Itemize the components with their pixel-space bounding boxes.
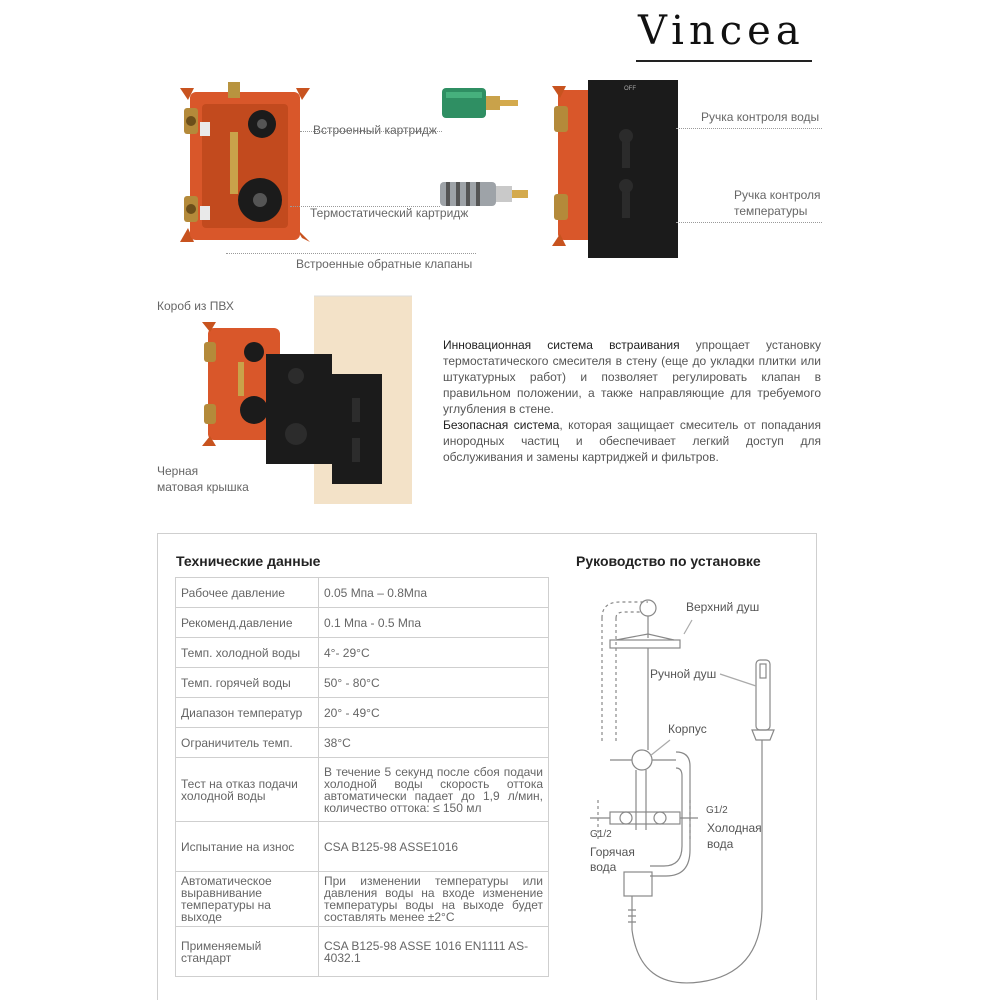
callout-black-cover-line1: Черная: [157, 464, 199, 478]
callout-line-temp-handle: [676, 222, 822, 223]
guide-top-shower: Верхний душ: [686, 600, 760, 614]
spec-key: Испытание на износ: [176, 822, 319, 872]
brand-logo: Vincea: [638, 8, 805, 54]
guide-cold-line1: Холодная: [707, 821, 762, 835]
spec-value: В течение 5 секунд после сбоя подачи холодной воды скорость оттока автоматически падает до 1,9 л/мин, количество оттока: ≤ 150 мл: [319, 758, 549, 822]
guide-g-right: G1/2: [706, 805, 728, 816]
brand-underline: [636, 60, 812, 62]
table-row: [176, 822, 549, 872]
callout-thermo-cartridge: Термостатический картридж: [310, 206, 469, 220]
table-row: [176, 638, 549, 668]
cover-box-illustration: [552, 78, 682, 260]
spec-value: 38°C: [319, 728, 549, 758]
spec-key: Ограничитель темп.: [176, 728, 319, 758]
spec-value: CSA B125-98 ASSE 1016 EN1111 AS-4032.1: [319, 927, 549, 977]
guide-hot-line1: Горячая: [590, 845, 635, 859]
spec-key: Автоматическое выравнивание температуры на выходе: [176, 872, 319, 927]
callout-black-cover-line2: матовая крышка: [157, 480, 249, 494]
description: [443, 337, 821, 465]
spec-value: 0.1 Мпа - 0.5 Мпа: [319, 608, 549, 638]
spec-key: Тест на отказ подачи холодной воды: [176, 758, 319, 822]
spec-value: 20° - 49°C: [319, 698, 549, 728]
table-row: [176, 668, 549, 698]
spec-key: Применяемый стандарт: [176, 927, 319, 977]
description-p2-bold: Безопасная система: [443, 418, 560, 432]
guide-g-left: G1/2: [590, 829, 612, 840]
guide-body: Корпус: [668, 722, 707, 736]
callout-check-valves: Встроенные обратные клапаны: [296, 257, 473, 271]
callout-line-water-handle: [676, 128, 822, 129]
spec-key: Рекоменд.давление: [176, 608, 319, 638]
spec-value: 4°- 29°C: [319, 638, 549, 668]
table-row: [176, 698, 549, 728]
description-p1: упрощает установку термостатического смесителя в стену (еще до укладки плитки или штукатурных работ) и позволяет регулировать клапан в правильном положении, а также направляющие для требуемого углубления в стене.: [443, 338, 821, 416]
callout-temp-handle-line2: температуры: [734, 204, 808, 218]
callout-pvc-box: Короб из ПВХ: [157, 299, 234, 313]
table-row: [176, 758, 549, 822]
specs-table: [175, 577, 549, 977]
specs-title: Технические данные: [176, 553, 321, 569]
description-p1-bold: Инновационная система встраивания: [443, 338, 680, 352]
spec-key: Рабочее давление: [176, 578, 319, 608]
spec-value: При изменении температуры или давления воды на входе изменение температуры воды на выходе будет составлять менее ±2°C: [319, 872, 549, 927]
table-row: [176, 608, 549, 638]
callout-cartridge: Встроенный картридж: [313, 123, 437, 137]
callout-water-handle: Ручка контроля воды: [701, 110, 820, 124]
table-row: [176, 927, 549, 977]
spec-key: Темп. горячей воды: [176, 668, 319, 698]
off-label: OFF: [624, 86, 636, 92]
guide-hot-line2: вода: [590, 860, 617, 874]
guide-title: Руководство по установке: [576, 553, 761, 569]
guide-cold-line2: вода: [707, 837, 734, 851]
table-row: [176, 872, 549, 927]
valve-box-illustration: [180, 78, 310, 250]
description-p2: , которая защищает смеситель от попадания инородных частиц и обеспечивает легкий доступ для обслуживания и замены картриджей и фильтров.: [443, 418, 821, 464]
guide-hand-shower: Ручной душ: [650, 667, 717, 681]
table-row: [176, 578, 549, 608]
spec-key: Темп. холодной воды: [176, 638, 319, 668]
callout-temp-handle-line1: Ручка контроля: [734, 188, 821, 202]
spec-key: Диапазон температур: [176, 698, 319, 728]
installation-diagram: [580, 590, 800, 1000]
spec-value: CSA B125-98 ASSE1016: [319, 822, 549, 872]
installed-box-illustration: [196, 292, 416, 508]
spec-value: 0.05 Мпа – 0.8Мпа: [319, 578, 549, 608]
cartridge-icon: [440, 82, 520, 124]
table-row: [176, 728, 549, 758]
callout-line-valves: [226, 253, 476, 254]
spec-value: 50° - 80°C: [319, 668, 549, 698]
